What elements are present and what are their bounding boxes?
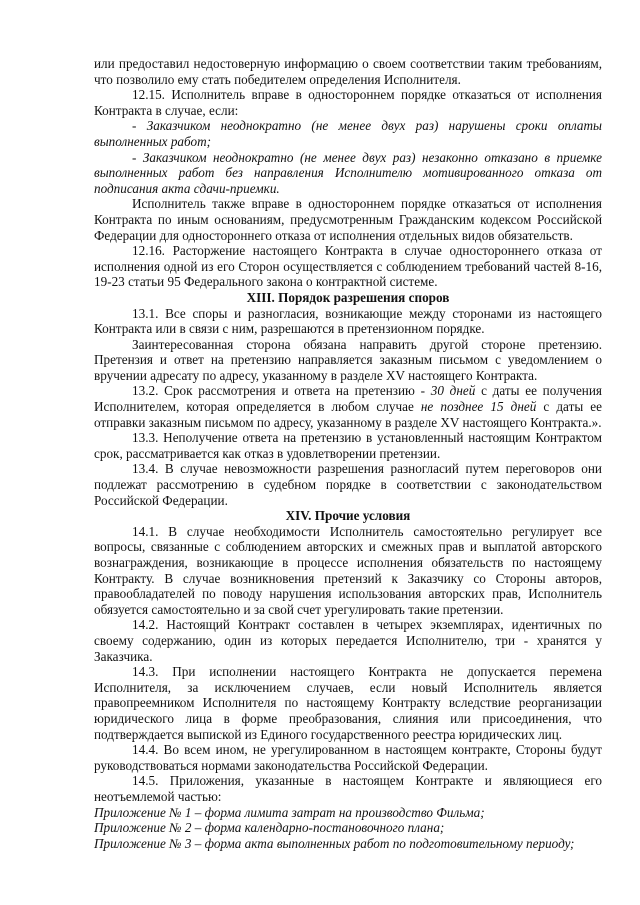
- clause-term: 30 дней: [430, 383, 476, 399]
- clause-13-4: 13.4. В случае невозможности разрешения разногласий путем переговоров они подлежат рассмотрению в судебном порядке в соответствии с законодательством Российской Федерации.: [94, 461, 602, 508]
- paragraph-continuation: или предоставил недостоверную информацию о своем соответствии таким требованиям, что позволило ему стать победителем определения Исполнителя.: [94, 56, 602, 87]
- clause-12-15: 12.15. Исполнитель вправе в одностороннем порядке отказаться от исполнения Контракта в случае, если:: [94, 87, 602, 118]
- clause-13-1: 13.1. Все споры и разногласия, возникающие между сторонами из настоящего Контракта или в связи с ним, разрешаются в претензионном порядке.: [94, 305, 602, 337]
- list-item-text: Заказчиком неоднократно (не менее двух раз) незаконно отказано в приемке выполненных работ без направления Исполнителю мотивированного отказа от подписания акта сдачи-приемки.: [94, 149, 602, 196]
- clause-14-2: 14.2. Настоящий Контракт составлен в четырех экземплярах, идентичных по своему содержанию, один из которых передается Исполнителю, три - хранятся у Заказчика.: [94, 617, 602, 664]
- clause-12-16: 12.16. Расторжение настоящего Контракта в случае одностороннего отказа от исполнения одной из его Сторон осуществляется с соблюдением требований частей 8-16, 19-23 статьи 95 Федерального закона о контрактной системе.: [94, 243, 602, 290]
- appendix-1: Приложение № 1 – форма лимита затрат на производство Фильма;: [94, 804, 485, 820]
- clause-14-4: 14.4. Во всем ином, не урегулированном в настоящем контракте, Стороны будут руководствоваться нормами законодательства Российской Федерации.: [94, 742, 602, 773]
- clause-term: не позднее 15 дней: [420, 399, 537, 415]
- clause-text: с даты ее получения Исполнителем, которая определяется в любом случае: [94, 383, 602, 415]
- clause-text: 13.2. Срок рассмотрения и ответа на претензию -: [132, 383, 431, 399]
- paragraph-other-grounds: Исполнитель также вправе в одностороннем порядке отказаться от исполнения Контракта по иным основаниям, предусмотренным Гражданским кодексом Российской Федерации для одностороннего отказа от исполнения отдельных видов обязательств.: [94, 196, 602, 243]
- list-dash: -: [132, 118, 147, 134]
- appendix-3: Приложение № 3 – форма акта выполненных работ по подготовительному периоду;: [94, 835, 575, 851]
- list-dash: -: [132, 149, 143, 165]
- clause-14-5: 14.5. Приложения, указанные в настоящем Контракте и являющиеся его неотъемлемой частью:: [94, 773, 602, 804]
- paragraph-claim: Заинтересованная сторона обязана направить другой стороне претензию. Претензия и ответ на претензию направляется заказным письмом с уведомлением о вручении адресату по адресу, указанному в разделе XV настоящего Контракта.: [94, 336, 602, 383]
- section-heading-14: XIV. Прочие условия: [285, 508, 411, 524]
- clause-13-3: 13.3. Неполучение ответа на претензию в установленный настоящим Контрактом срок, рассматривается как отказ в удовлетворении претензии.: [94, 430, 602, 461]
- clause-text: с даты ее отправки заказным письмом по адресу, указанному в разделе XV настоящего Контракта.».: [94, 399, 602, 430]
- clause-14-3: 14.3. При исполнении настоящего Контракта не допускается перемена Исполнителя, за исключением случаев, если новый Исполнитель является правопреемником Исполнителя по настоящему Контракту вследствие реорганизации юридического лица в форме преобразования, слияния или присоединения, что подтверждается выпиской из Единого государственного реестра юридических лиц.: [94, 664, 602, 742]
- clause-12-15-item-2: [94, 150, 602, 197]
- clause-13-2: [94, 383, 602, 430]
- clause-12-15-item-1: [94, 118, 602, 149]
- section-heading-13: XIII. Порядок разрешения споров: [246, 289, 450, 305]
- appendix-2: Приложение № 2 – форма календарно-постановочного плана;: [94, 820, 445, 836]
- clause-14-1: 14.1. В случае необходимости Исполнитель самостоятельно регулирует все вопросы, связанные с соблюдением авторских и смежных прав и выплатой авторского вознаграждения, возникающие в процессе исполнения обязательств по настоящему Контракту. В случае возникновения претензий к Заказчику со Стороны авторов, правообладателей по поводу нарушения использования авторских прав, Исполнитель обязуется самостоятельно и за свой счет урегулировать такие претензии.: [94, 523, 602, 617]
- list-item-text: Заказчиком неоднократно (не менее двух раз) нарушены сроки оплаты выполненных работ;: [94, 118, 602, 149]
